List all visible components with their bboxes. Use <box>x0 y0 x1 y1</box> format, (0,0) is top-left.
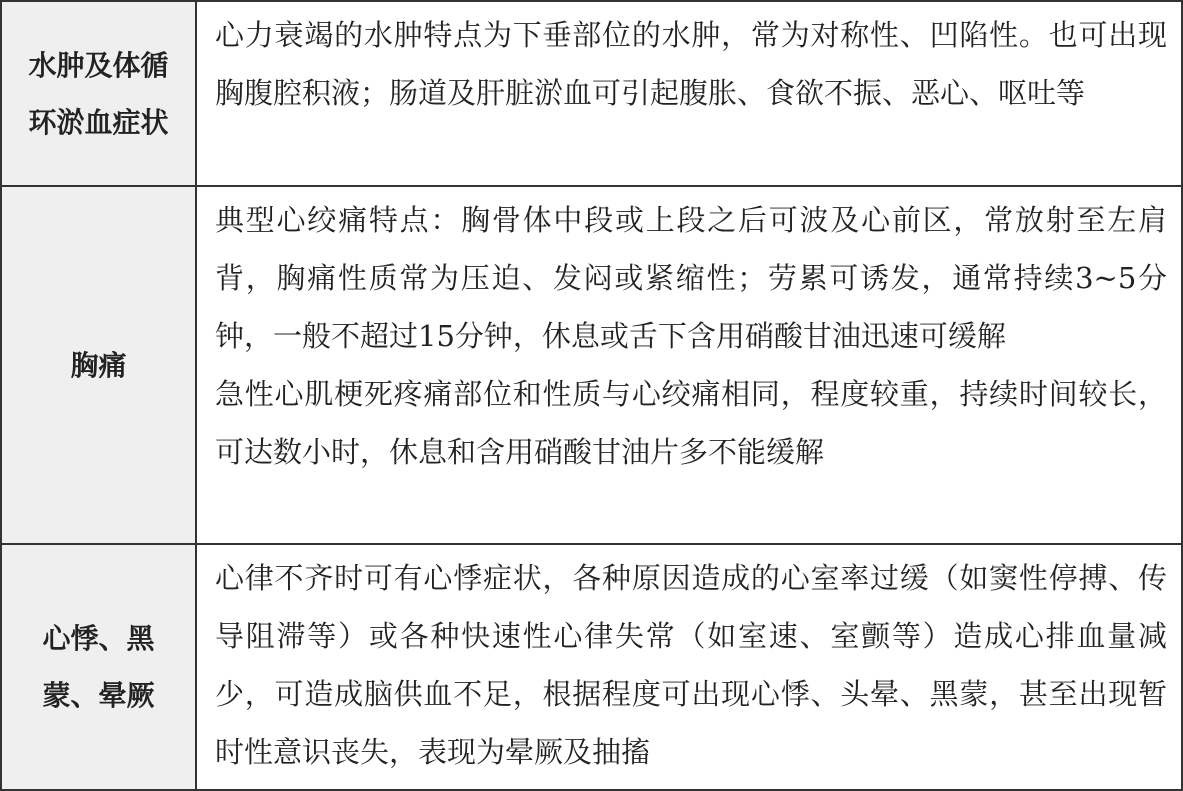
symptom-label-cell <box>1 1 196 186</box>
table-row-chest-pain <box>1 186 1182 544</box>
symptom-label-cell <box>1 544 196 790</box>
symptom-label-cell <box>1 186 196 544</box>
table-row-palpitation <box>1 544 1182 790</box>
symptom-label: 胸痛 <box>70 348 127 382</box>
description-paragraph: 急性心肌梗死疼痛部位和性质与心绞痛相同，程度较重，持续时间较长，可达数小时，休息和含用硝酸甘油片多不能缓解 <box>215 377 1167 469</box>
symptom-label: 水肿及体循环淤血症状 <box>28 48 169 139</box>
symptom-label: 心悸、黑蒙、晕厥 <box>42 622 155 712</box>
table-row-edema <box>1 1 1182 186</box>
symptom-description-cell <box>196 1 1182 186</box>
description-paragraph: 典型心绞痛特点：胸骨体中段或上段之后可波及心前区，常放射至左肩背，胸痛性质常为压迫、发闷或紧缩性；劳累可诱发，通常持续3~5分钟，一般不超过15分钟，休息或舌下含用硝酸甘油迅速可缓解 <box>215 203 1167 353</box>
description-paragraph: 心律不齐时可有心悸症状，各种原因造成的心室率过缓（如窦性停搏、传导阻滞等）或各种快速性心律失常（如室速、室颤等）造成心排血量减少，可造成脑供血不足，根据程度可出现心悸、头晕、黑蒙，甚至出现暂时性意识丧失，表现为晕厥及抽搐 <box>215 561 1167 769</box>
symptom-description-cell <box>196 544 1182 790</box>
description-paragraph: 心力衰竭的水肿特点为下垂部位的水肿，常为对称性、凹陷性。也可出现胸腹腔积液；肠道及肝脏淤血可引起腹胀、食欲不振、恶心、呕吐等 <box>215 18 1167 110</box>
symptom-description-cell <box>196 186 1182 544</box>
